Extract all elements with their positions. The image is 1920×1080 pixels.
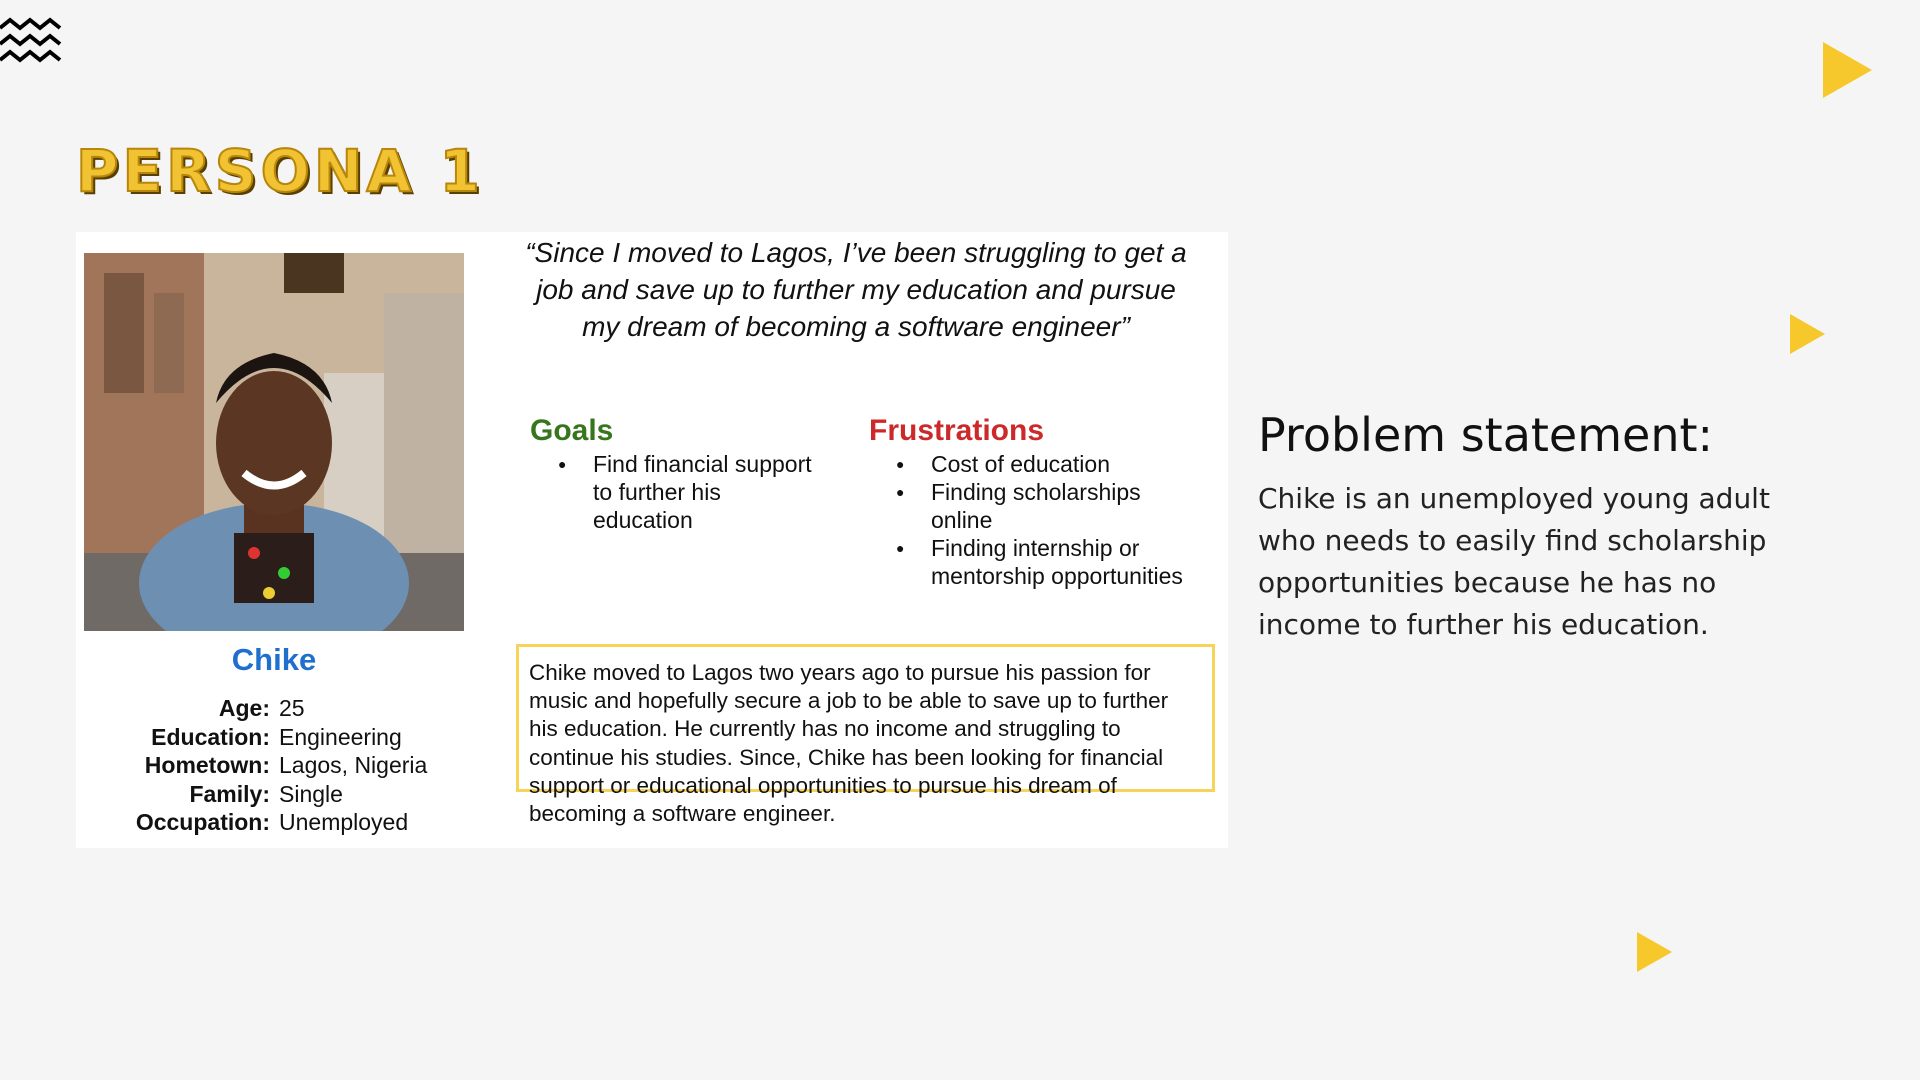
detail-value: Single: [279, 780, 343, 807]
detail-value: Engineering: [279, 723, 402, 750]
frustration-item: ● Finding scholarships online: [886, 478, 1206, 534]
persona-photo: [84, 253, 464, 631]
frustration-item: ● Cost of education: [886, 450, 1206, 478]
play-triangle-icon: [1637, 932, 1672, 972]
frustrations-heading: Frustrations: [869, 414, 1045, 447]
detail-value: 25: [279, 695, 305, 721]
problem-statement-text: Chike is an unemployed young adult who needs to easily find scholarship opportunities because he has no income to further his education.: [1258, 482, 1770, 641]
detail-value: Lagos, Nigeria: [279, 752, 428, 778]
play-triangle-icon: [1790, 314, 1825, 354]
detail-label: Occupation:: [135, 809, 270, 835]
detail-label: Family:: [189, 780, 270, 807]
goals-heading: Goals: [530, 414, 614, 447]
goal-item: ● Find financial support to further his education: [548, 450, 818, 534]
detail-row-hometown: [96, 751, 496, 780]
play-triangle-icon: [1823, 42, 1872, 98]
zigzag-menu-icon[interactable]: [0, 16, 62, 68]
persona-card: [76, 232, 1228, 848]
persona-bio: Chike moved to Lagos two years ago to pursue his passion for music and hopefully secure a job to be able to save up to further his education. He currently has no income and struggling to continue his studies. Since, Chike has been looking for financial support or educational opportunities to pursue his dream of becoming a software engineer.: [516, 644, 1215, 792]
detail-label: Education:: [151, 723, 270, 750]
goals-list: [548, 450, 818, 534]
detail-label: Hometown:: [144, 752, 270, 778]
persona-name: Chike: [231, 642, 317, 677]
persona-quote: “Since I moved to Lagos, I’ve been struggling to get a job and save up to further my education and pursue my dream of becoming a software engineer”: [525, 237, 1187, 342]
detail-row-occupation: [96, 808, 496, 837]
persona-details: [96, 694, 496, 837]
detail-value: Unemployed: [279, 809, 409, 835]
frustration-item: ● Finding internship or mentorship opportunities: [886, 534, 1206, 590]
persona-title: PERSONA 1: [76, 137, 484, 205]
detail-row-age: [96, 694, 496, 723]
frustrations-list: [886, 450, 1206, 590]
detail-row-family: [96, 780, 496, 809]
detail-row-education: [96, 723, 496, 752]
problem-statement-heading: Problem statement:: [1258, 408, 1714, 462]
detail-label: Age:: [218, 695, 270, 721]
